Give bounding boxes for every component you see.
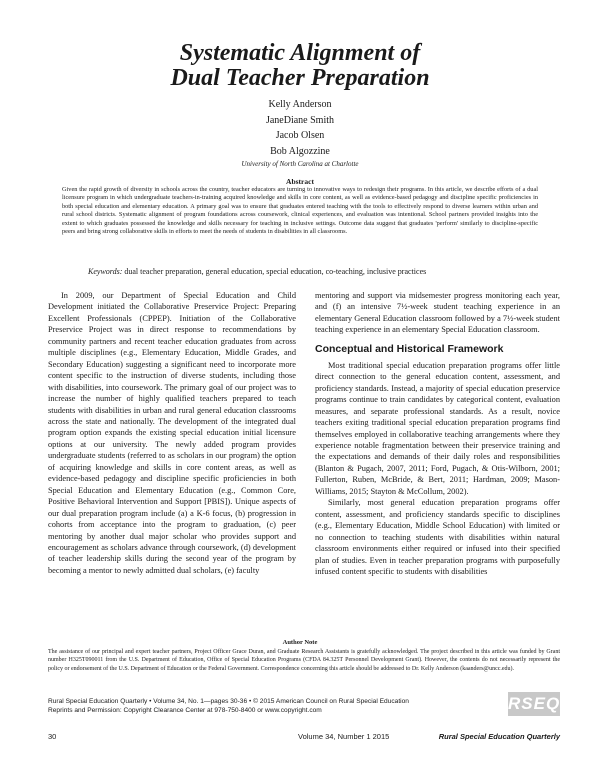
abstract-text: Given the rapid growth of diversity in schools across the country, teacher educators are turning to innovative ways to redesign their programs. In this article, we describe efforts of a dual licensure program in which undergraduate teachers-in-training acquired knowledge and skills in core content, as well as evidence-based pedagogy and discipline specific proficiencies in both special education and elementary education. A primary goal was to ensure that graduates entered teaching with the tools to effectively respond to diverse learners within urban and rural school districts. Systematic alignment of program foundations across coursework, clinical experiences, and evaluation was intentional. School partners provided insights into the extent to which graduates possessed the knowledge and skills necessary for teaching in inclusive settings. Outcome data suggest that graduates 'perform' similarly to discipline-specific peers and bring strong collaborative skills in efforts to meet the needs of students in disabilities in all classrooms. — [62, 186, 538, 236]
body-column-left — [48, 290, 296, 576]
page-number: 30 — [48, 732, 57, 741]
article-title-line-1: Systematic Alignment of — [179, 40, 421, 66]
publication-info — [48, 697, 488, 715]
journal-logo: RSEQ — [508, 692, 560, 716]
abstract-heading: Abstract — [286, 177, 314, 186]
body-paragraph-continued: mentoring and support via midsemester progress monitoring each year, and (f) an intensive 7½-week student teaching experience in an elementary General Education classroom followed by a 7½-week student teaching experience in an elementary Special Education classroom. — [315, 291, 560, 335]
author-note-heading: Author Note — [282, 639, 318, 646]
body-paragraph: Similarly, most general education preparation programs offer content, assessment, and proficiency standards specific to disciplines (e.g., Elementary Education, Middle School Education) with limited or no connection to teaching students with disabilities within natural classroom environments either required or infused into their specified plan of studies. Even in teacher preparation programs with purposefully infused content specific to students with disabilities — [315, 498, 560, 576]
keywords — [88, 267, 528, 277]
author-name: Jacob Olsen — [275, 130, 325, 141]
footer-volume: Volume 34, Number 1 2015 — [298, 732, 390, 741]
author-name: Bob Algozzine — [270, 145, 330, 157]
body-paragraph: Most traditional special education preparation programs offer little direct connection to the general education content, assessment, and proficiency standards. Instead, a majority of special education preservice programs continue to train candidates by categorical content, evaluation measures, and separate professional standards. As a result, novice teachers exiting traditional special education preparation programs find themselves employed in collaborative teaching arrangements where they experience notable fragmentation between their preservice training and the expectations and demands of their daily roles and responsibilities (Blanton & Pugach, 2007, 2011; Ford, Pugach, & Otis-Wilborn, 2001; Fullerton, Ruben, McBride, & Bert, 2011; Hardman, 2009; Mason-Williams, 2015; Stayton & McCollum, 2002). — [315, 360, 560, 496]
body-paragraph: In 2009, our Department of Special Education and Child Development initiated the Collaborative Preservice Project: Preparing Excellent Professionals (CPPEP). Initiation of the Collaborative Preservice Project was in direct response to recommendations by community partners and recent teacher education graduates from across multiple disciplines (e.g., Elementary Education, Middle Grades, and Secondary Education) suggesting a significant need to incorporate more content specific to the instruction of diverse students, including those with disabilities, into coursework. The primary goal of our project was to increase the number of highly qualified teachers prepared to teach students with disabilities in urban and rural general education classrooms across the state and nationally. The development of the integrated dual program option expands the existing special education initial licensure options at our university. The newly added program provides undergraduate students (referred to as scholars in our program) the option of acquiring knowledge and skills in core content areas, as well as evidence-based pedagogy and discipline specific proficiencies in both Special Education and Elementary Education (e.g., Common Core, Positive Behavioral Intervention and Support [PBIS]). Unique aspects of our dual preparation program include (a) a K-6 focus, (b) progression in cohorts from acceptance into the program to graduation, (c) peer mentoring by another dual major scholar who provides support and encouragement as scholars advance through coursework, (d) development of teacher leadership skills during the second year of the program by becoming a mentor to newly admitted dual scholars, (e) faculty — [48, 291, 296, 575]
article-title-line-2: Dual Teacher Preparation — [170, 65, 430, 91]
page-footer — [48, 732, 560, 744]
keywords-label: Keywords: — [88, 267, 123, 276]
author-affiliation: University of North Carolina at Charlotte — [241, 160, 359, 168]
author-note-text: The assistance of our principal and expert teacher partners, Project Officer Grace Duran, and Graduate Research Assistants is gratefully acknowledged. The project described in this article was funded by Grant number H325T090011 from the U.S. Department of Education, Office of Special Education Programs (CFDA 84.325T Personnel Development Grant). However, the contents do not necessarily represent the policy or endorsement of the U.S. Department of Education or the Federal Government. Correspondence concerning this article should be addressed to Dr. Kelly Anderson (kaanders@uncc.edu). — [48, 649, 560, 672]
section-heading: Conceptual and Historical Framework — [315, 342, 504, 355]
author-name: JaneDiane Smith — [265, 114, 335, 126]
body-column-right — [315, 290, 560, 577]
author-list — [0, 97, 600, 169]
footer-journal-name: Rural Special Education Quarterly — [438, 732, 560, 741]
publication-citation: Rural Special Education Quarterly • Volume 34, No. 1—pages 30-36 • © 2015 American Council on Rural Special Education — [48, 698, 409, 705]
keywords-text: dual teacher preparation, general education, special education, co-teaching, inclusive practices — [124, 267, 427, 276]
author-name: Kelly Anderson — [268, 99, 332, 110]
publication-permissions: Reprints and Permission: Copyright Clearance Center at 978-750-8400 or www.copyright.com — [48, 707, 322, 714]
